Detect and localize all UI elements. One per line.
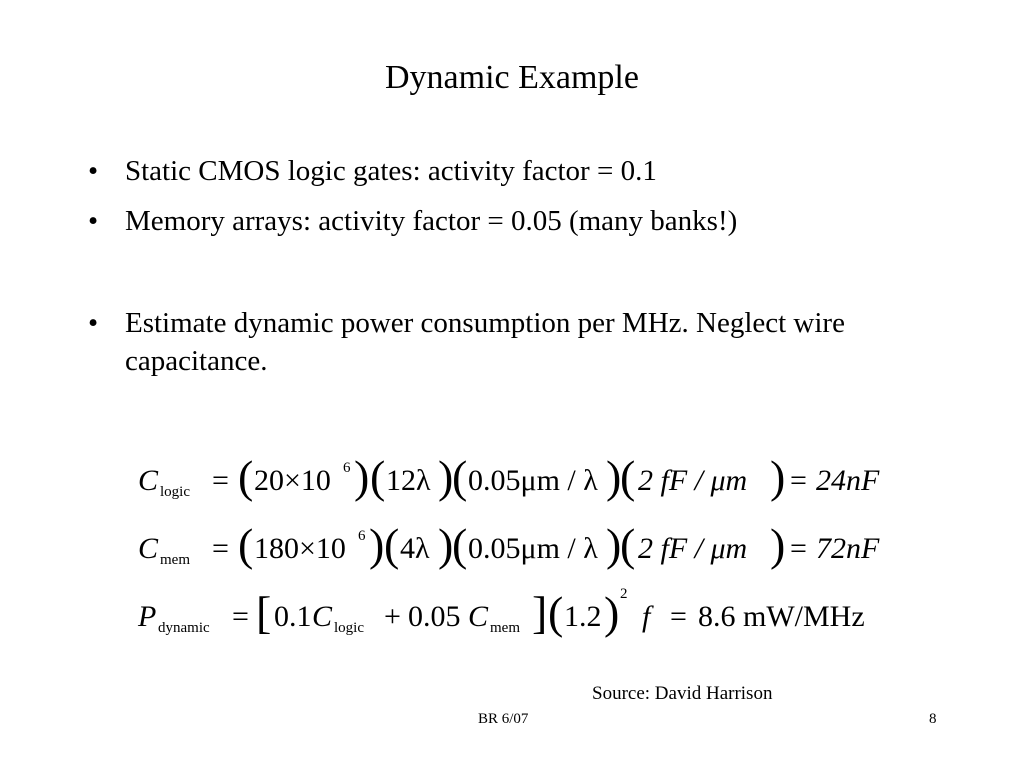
eq-result: 72nF bbox=[816, 532, 880, 565]
eq-paren: ( bbox=[452, 451, 468, 502]
eq-bracket: ] bbox=[532, 587, 548, 638]
bullet-symbol: • bbox=[88, 205, 99, 237]
slide-title: Dynamic Example bbox=[385, 59, 639, 96]
footer-date: BR 6/07 bbox=[478, 711, 529, 727]
eq-equals: = bbox=[670, 600, 687, 633]
eq-bracket: [ bbox=[256, 587, 272, 638]
eq-subscript: dynamic bbox=[158, 620, 210, 636]
eq-result: 24nF bbox=[816, 464, 880, 497]
eq-voltage: 1.2 bbox=[564, 600, 602, 633]
eq-coefficient: 0.05 bbox=[408, 600, 461, 633]
eq-plus: + bbox=[384, 600, 401, 633]
eq-paren: ) bbox=[770, 519, 786, 570]
eq-factor: 2 fF / μm bbox=[638, 464, 748, 497]
eq-equals: = bbox=[790, 532, 807, 565]
eq-paren: ) bbox=[369, 519, 385, 570]
eq-paren: ( bbox=[452, 519, 468, 570]
eq-subscript: logic bbox=[334, 620, 364, 636]
eq-factor: 12λ bbox=[386, 464, 431, 497]
bullet-text: Memory arrays: activity factor = 0.05 (many banks!) bbox=[125, 205, 738, 237]
eq-factor: 180×10 bbox=[254, 532, 346, 565]
eq-subscript: mem bbox=[160, 552, 190, 568]
eq-paren: ) bbox=[438, 519, 454, 570]
bullet-text: Estimate dynamic power consumption per MHz. Neglect wire capacitance. bbox=[125, 307, 845, 377]
eq-variable: C bbox=[468, 600, 489, 633]
eq-coefficient: 0.1 bbox=[274, 600, 312, 633]
eq-paren: ( bbox=[620, 451, 636, 502]
bullet-symbol: • bbox=[88, 155, 99, 187]
eq-paren: ) bbox=[606, 451, 622, 502]
eq-paren: ( bbox=[384, 519, 400, 570]
eq-variable: P bbox=[138, 600, 157, 633]
eq-factor: 0.05μm / λ bbox=[468, 532, 598, 565]
eq-factor: 0.05μm / λ bbox=[468, 464, 598, 497]
eq-paren: ( bbox=[238, 519, 254, 570]
eq-equals: = bbox=[790, 464, 807, 497]
eq-paren: ( bbox=[238, 451, 254, 502]
eq-equals: = bbox=[232, 600, 249, 633]
page-number: 8 bbox=[929, 711, 937, 727]
eq-equals: = bbox=[212, 464, 229, 497]
eq-paren: ) bbox=[606, 519, 622, 570]
eq-variable: C bbox=[312, 600, 333, 633]
bullet-symbol: • bbox=[88, 307, 99, 339]
eq-factor: 4λ bbox=[400, 532, 430, 565]
eq-frequency: f bbox=[642, 600, 651, 633]
eq-exponent: 6 bbox=[343, 460, 351, 476]
eq-factor: 2 fF / μm bbox=[638, 532, 748, 565]
eq-equals: = bbox=[212, 532, 229, 565]
eq-paren: ( bbox=[548, 587, 564, 638]
eq-paren: ( bbox=[370, 451, 386, 502]
eq-paren: ( bbox=[620, 519, 636, 570]
eq-paren: ) bbox=[438, 451, 454, 502]
eq-subscript: logic bbox=[160, 484, 190, 500]
eq-result: 8.6 mW/MHz bbox=[698, 600, 865, 633]
eq-paren: ) bbox=[770, 451, 786, 502]
eq-variable: C bbox=[138, 464, 159, 497]
eq-factor: 20×10 bbox=[254, 464, 331, 497]
eq-exponent: 2 bbox=[620, 586, 628, 602]
eq-paren: ) bbox=[354, 451, 370, 502]
eq-exponent: 6 bbox=[358, 528, 366, 544]
eq-subscript: mem bbox=[490, 620, 520, 636]
source-credit: Source: David Harrison bbox=[592, 683, 773, 704]
bullet-text: Static CMOS logic gates: activity factor = 0.1 bbox=[125, 155, 657, 187]
eq-variable: C bbox=[138, 532, 159, 565]
eq-paren: ) bbox=[604, 587, 620, 638]
